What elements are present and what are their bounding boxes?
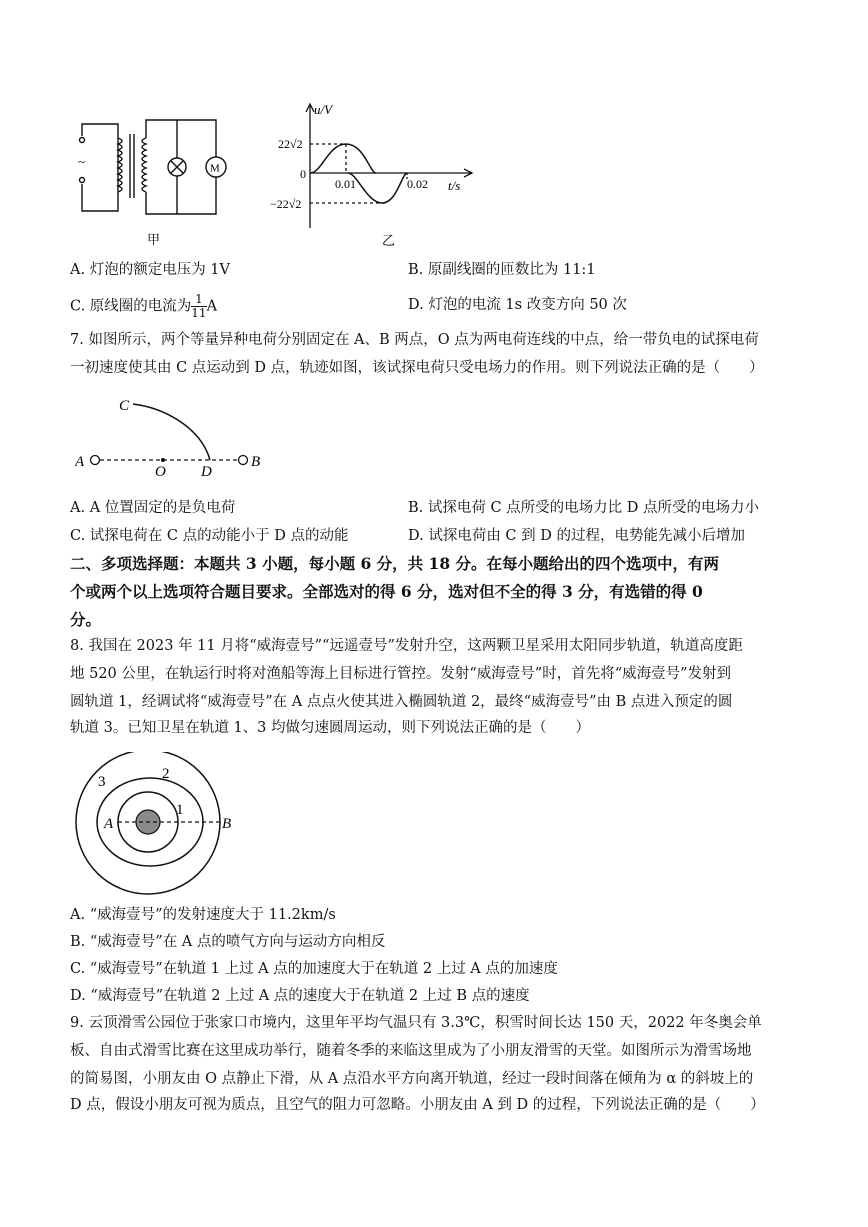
q8-stem-line1: 8. 我国在 2023 年 11 月将“威海壹号”“远遥壹号”发射升空，这两颗卫星采用太阳同步轨道，轨道高度距 [70, 638, 743, 654]
ac-source-symbol: ~ [78, 154, 86, 169]
orbit-1-label: 1 [176, 802, 184, 818]
point-d-label: D [201, 464, 212, 480]
q7-option-c[interactable]: C. 试探电荷在 C 点的动能小于 D 点的动能 [70, 528, 349, 544]
x-tick-002: 0.02 [407, 177, 428, 191]
q7-stem-line1: 7. 如图所示，两个等量异种电荷分别固定在 A、B 两点，O 点为两电荷连线的中点，给一带负电的试探电荷 [70, 332, 759, 348]
q9-stem-line4: D 点，假设小朋友可视为质点，且空气的阻力可忽略。小朋友由 A 到 D 的过程，下列说法正确的是（ ） [70, 1097, 765, 1113]
trajectory-curve [133, 404, 210, 460]
q8-option-c[interactable]: C. “威海壹号”在轨道 1 上过 A 点的加速度大于在轨道 2 上过 A 点的加速度 [70, 961, 558, 977]
q6-option-d[interactable]: D. 灯泡的电流 1s 改变方向 50 次 [408, 297, 627, 313]
q7-option-b[interactable]: B. 试探电荷 C 点所受的电场力比 D 点所受的电场力小 [408, 500, 760, 516]
charge-b [239, 456, 248, 465]
q7-option-d[interactable]: D. 试探电荷由 C 到 D 的过程，电势能先减小后增加 [408, 528, 745, 544]
current-fraction [191, 293, 206, 320]
fraction-denominator: 11 [191, 306, 207, 320]
point-b-label: B [251, 454, 261, 470]
section2-line2: 个或两个以上选项符合题目要求。全部选对的得 6 分，选对但不全的得 3 分，有选错的得 0 [70, 582, 703, 601]
q8-option-d[interactable]: D. “威海壹号”在轨道 2 上过 A 点的速度大于在轨道 2 上过 B 点的速度 [70, 988, 530, 1004]
section2-line1: 二、多项选择题：本题共 3 小题，每小题 6 分，共 18 分。在每小题给出的四个选项中，有两 [70, 554, 720, 573]
q6-option-c[interactable] [70, 293, 217, 320]
q6-option-a[interactable]: A. 灯泡的额定电压为 1V [70, 262, 230, 278]
q7-option-a[interactable]: A. A 位置固定的是负电荷 [70, 500, 236, 516]
q7-stem-line2: 一初速度使其由 C 点运动到 D 点，轨迹如图，该试探电荷只受电场力的作用。则下列说法正确的是（ ） [70, 360, 764, 376]
y-tick-bottom: −22√2 [270, 197, 302, 211]
origin-label: 0 [300, 167, 306, 181]
point-a-orbit-label: A [104, 816, 114, 832]
figure-jia-caption: 甲 [147, 232, 161, 247]
q6-figure-jia [70, 108, 240, 248]
q9-stem-line2: 板、自由式滑雪比赛在这里成功举行，随着冬季的来临这里成为了小朋友滑雪的天堂。如图所示为滑雪场地 [70, 1043, 752, 1059]
current-unit: A [206, 298, 218, 315]
section2-line3: 分。 [70, 610, 102, 629]
y-axis-label: u/V [314, 102, 333, 117]
q9-stem-line1: 9. 云顶滑雪公园位于张家口市境内，这里年平均气温只有 3.3℃，积雪时间长达 150 天，2022 年冬奥会单 [70, 1015, 762, 1031]
motor-label: M [210, 162, 220, 175]
sine-curve [310, 144, 376, 173]
q7-figure [75, 390, 275, 480]
x-axis-label: t/s [448, 178, 461, 193]
point-a-label: A [75, 454, 85, 470]
point-c-label: C [119, 398, 130, 414]
figure-yi-caption: 乙 [382, 233, 396, 248]
x-tick-001: 0.01 [335, 177, 356, 191]
q6-figure-yi [262, 100, 482, 248]
q8-stem-line2: 地 520 公里，在轨运行时将对渔船等海上目标进行管控。发射“威海壹号”时，首先将“威海壹号”发射到 [70, 666, 732, 682]
point-b-orbit-label: B [222, 816, 232, 832]
charge-a [91, 456, 100, 465]
q8-option-a[interactable]: A. “威海壹号”的发射速度大于 11.2km/s [70, 907, 336, 923]
orbit-3-label: 3 [98, 774, 106, 790]
fraction-numerator: 1 [191, 293, 206, 307]
q8-option-b[interactable]: B. “威海壹号”在 A 点的喷气方向与运动方向相反 [70, 934, 386, 950]
q8-stem-line3: 圆轨道 1，经调试将“威海壹号”在 A 点点火使其进入椭圆轨道 2，最终“威海壹号”由 B 点进入预定的圆 [70, 694, 733, 710]
q6-option-b[interactable]: B. 原副线圈的匝数比为 11:1 [408, 262, 596, 278]
y-tick-top: 22√2 [278, 137, 303, 151]
q8-stem-line4: 轨道 3。已知卫星在轨道 1、3 均做匀速圆周运动，则下列说法正确的是（ ） [70, 720, 591, 736]
midpoint-o [161, 458, 165, 462]
q8-orbit-figure [70, 752, 240, 902]
q6-option-c-prefix: C. 原线圈的电流为 [70, 298, 192, 315]
q9-stem-line3: 的简易图，小朋友由 O 点静止下滑，从 A 点沿水平方向离开轨道，经过一段时间落在倾角为 α 的斜坡上的 [70, 1071, 754, 1087]
point-o-label: O [155, 464, 166, 480]
orbit-2-label: 2 [162, 766, 170, 782]
